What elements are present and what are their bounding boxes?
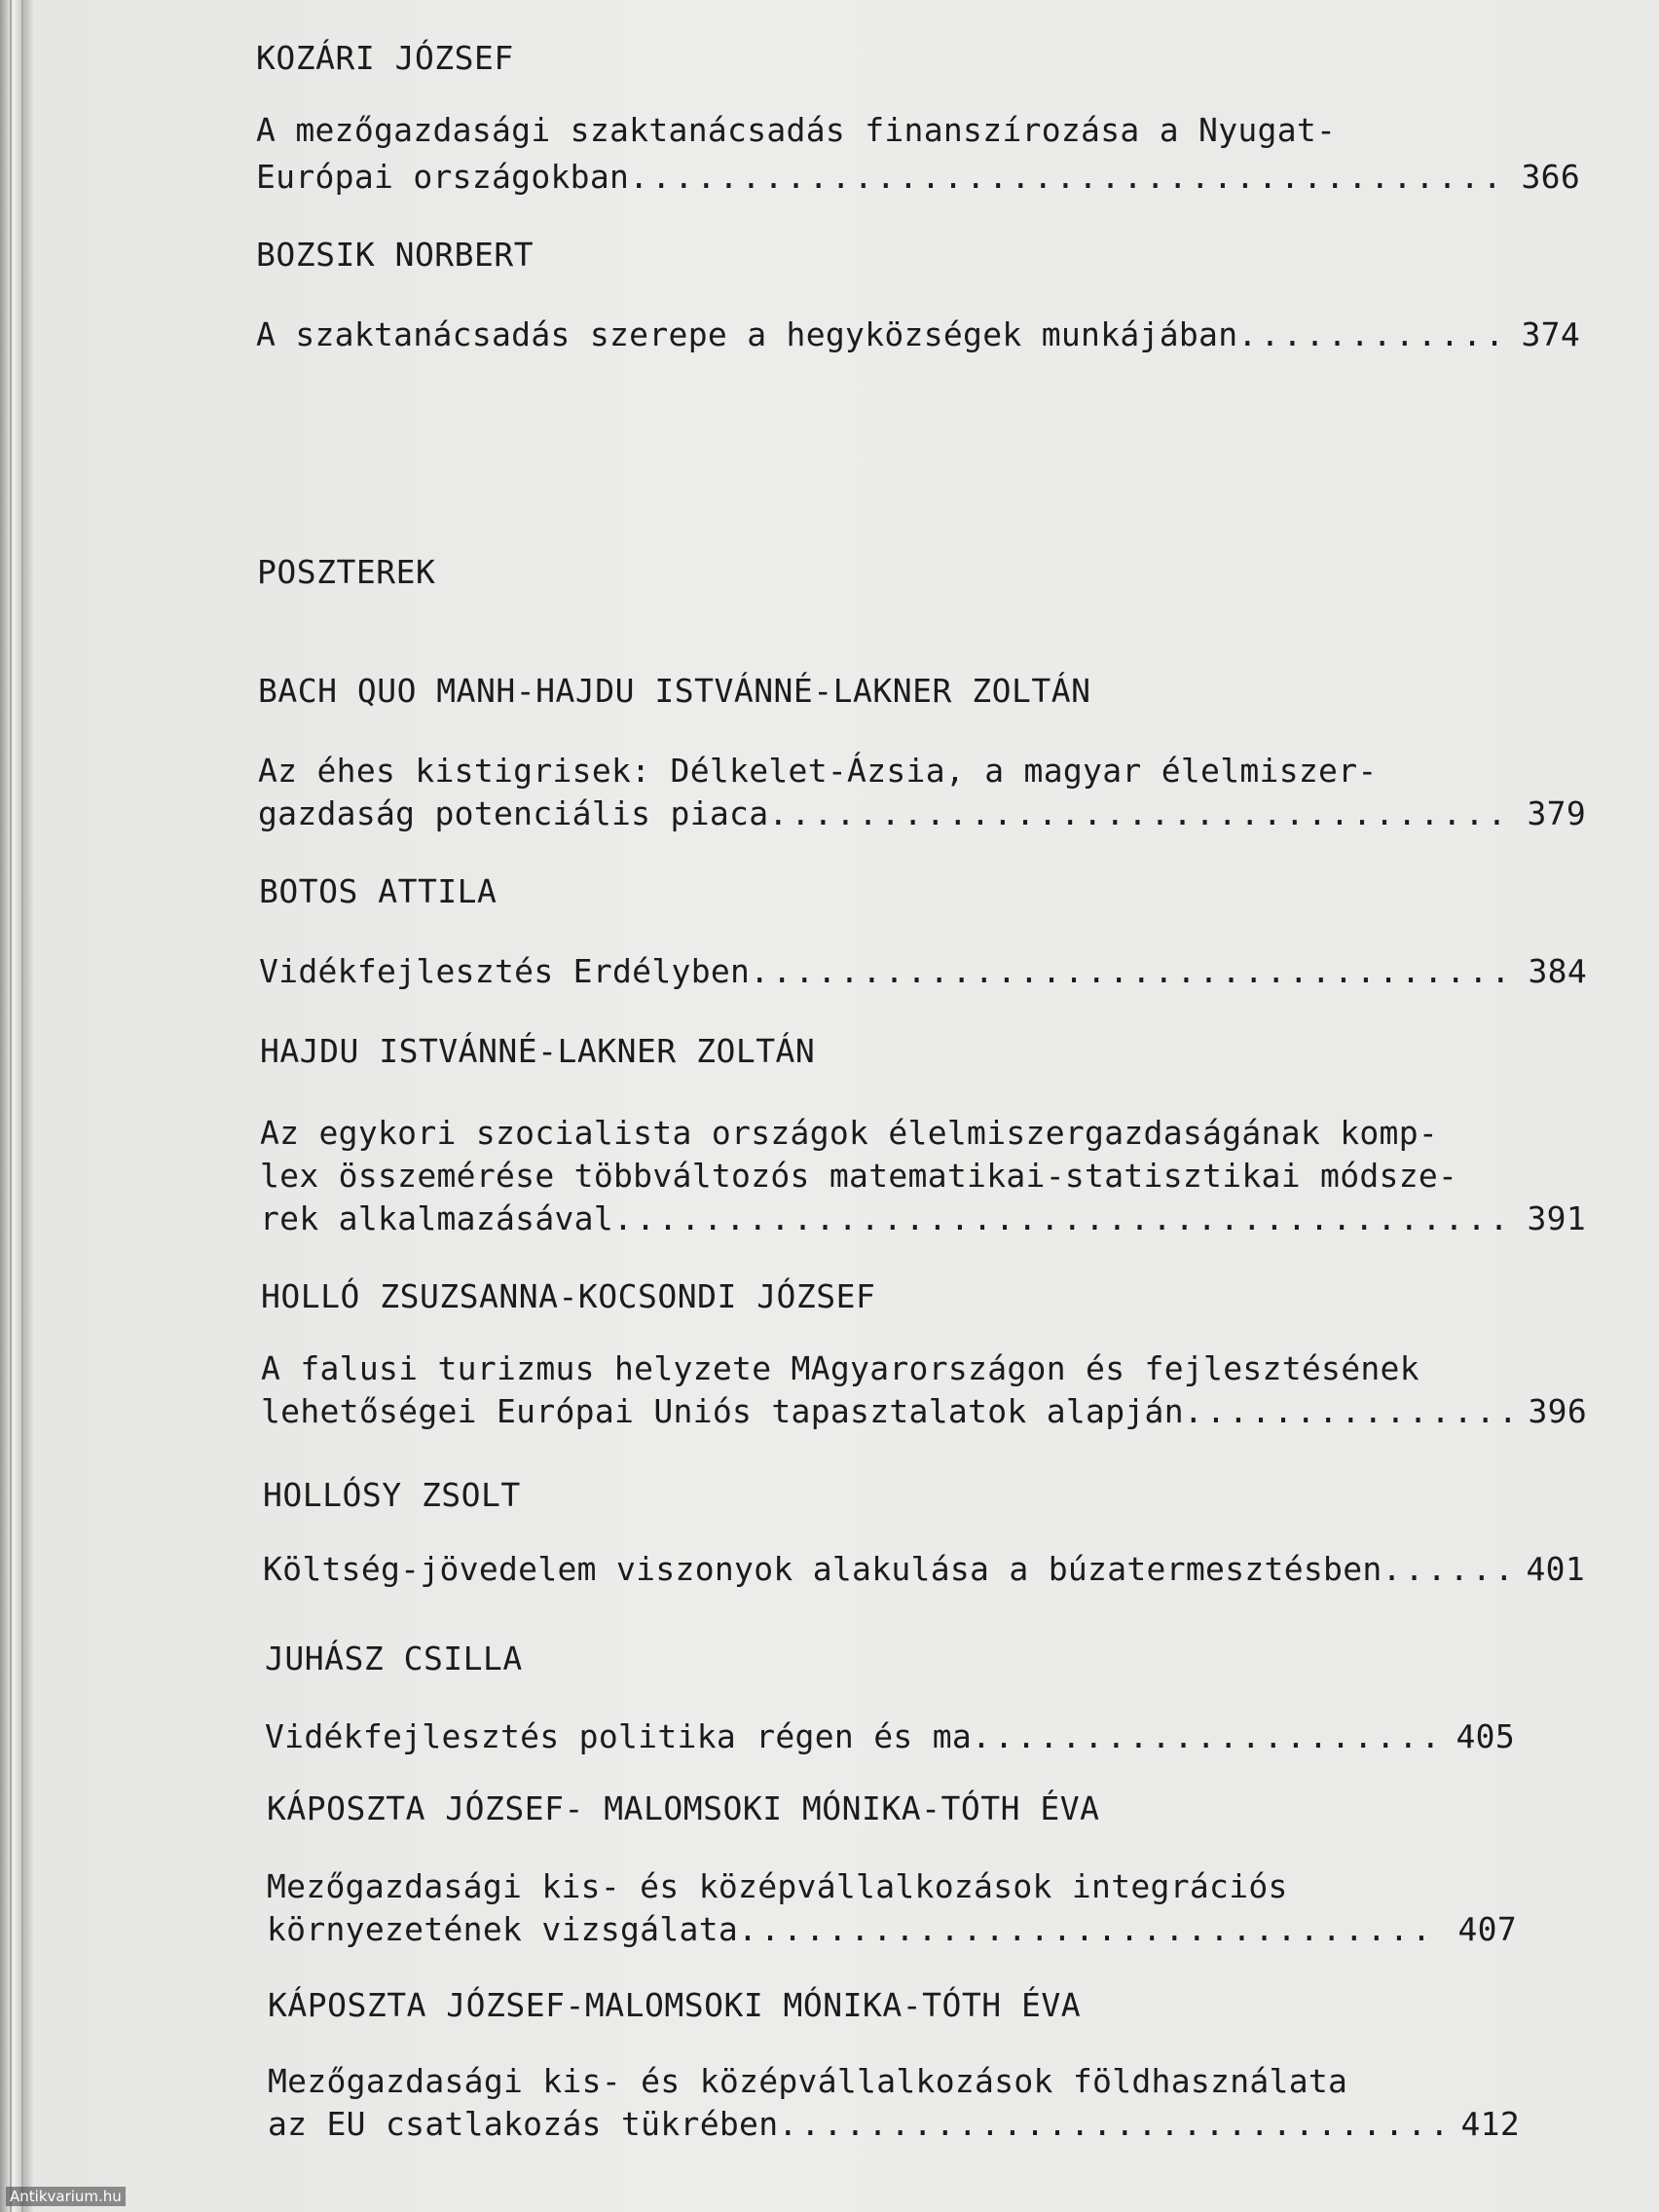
entry-author: KÁPOSZTA JÓZSEF-MALOMSOKI MÓNIKA-TÓTH ÉVA: [268, 1986, 1082, 2024]
page-edge: [0, 0, 33, 2212]
entry-title-line: gazdaság potenciális piaca: [258, 794, 769, 832]
entry-title-line: Vidékfejlesztés politika régen és ma: [265, 1717, 973, 1755]
entry-author: HOLLÓ ZSUZSANNA-KOCSONDI JÓZSEF: [261, 1277, 876, 1315]
dot-leader: [778, 2103, 1443, 2146]
page-number: 401: [1526, 1550, 1585, 1588]
dot-leader: [629, 156, 1503, 199]
entry-title-line: az EU csatlakozás tükrében: [268, 2105, 779, 2143]
entry-title-row: [261, 1390, 1587, 1433]
entry-title-line: környezetének vizsgálata: [267, 1910, 739, 1948]
entry-title-line: A szaktanácsadás szerepe a hegyközségek munkájában: [256, 315, 1238, 353]
document-page: [33, 0, 1659, 2212]
dot-leader: [738, 1908, 1440, 1951]
section-heading: POSZTEREK: [257, 553, 436, 591]
page-edge-line: [10, 0, 12, 2212]
entry-title-row: [256, 156, 1580, 199]
entry-author: BACH QUO MANH-HAJDU ISTVÁNNÉ-LAKNER ZOLTÁN: [258, 672, 1091, 710]
entry-title-line: A falusi turizmus helyzete MAgyarországon és fejlesztésének: [261, 1349, 1419, 1387]
dot-leader: [1237, 313, 1503, 356]
entry-title-row: [263, 1548, 1585, 1591]
dot-leader: [972, 1715, 1438, 1758]
page-number: 384: [1528, 952, 1587, 990]
page-number: 407: [1457, 1910, 1517, 1948]
dot-leader: [1184, 1390, 1511, 1433]
watermark: Antikvarium.hu: [6, 2187, 126, 2206]
entry-author: KÁPOSZTA JÓZSEF- MALOMSOKI MÓNIKA-TÓTH ÉVA: [267, 1789, 1100, 1827]
entry-title-line: Vidékfejlesztés Erdélyben: [259, 952, 751, 990]
entry-author: BOTOS ATTILA: [259, 872, 498, 910]
entry-author: JUHÁSZ CSILLA: [265, 1640, 523, 1677]
entry-title-row: [258, 793, 1586, 835]
dot-leader: [750, 950, 1510, 993]
page-number: 379: [1527, 794, 1586, 832]
entry-title-line: lex összemérése többváltozós matematikai-statisztikai módsze-: [260, 1157, 1458, 1195]
entry-title-row: [268, 2103, 1520, 2146]
entry-title-row: [256, 313, 1580, 356]
page-number: 391: [1527, 1199, 1586, 1237]
entry-title-line: Költség-jövedelem viszonyok alakulása a búzatermesztésben: [263, 1550, 1382, 1588]
entry-title-line: Az egykori szocialista országok élelmiszergazdaságának komp-: [260, 1114, 1439, 1152]
entry-author: KOZÁRI JÓZSEF: [256, 39, 514, 77]
entry-author: BOZSIK NORBERT: [256, 236, 535, 274]
entry-title-line: Az éhes kistigrisek: Délkelet-Ázsia, a magyar élelmiszer-: [258, 752, 1378, 790]
dot-leader: [768, 793, 1509, 835]
entry-title-row: [260, 1198, 1586, 1240]
dot-leader: [1382, 1548, 1509, 1591]
page-number: 396: [1528, 1392, 1587, 1430]
entry-title-row: [259, 950, 1587, 993]
entry-title-row: [265, 1715, 1515, 1758]
entry-title-row: [267, 1908, 1517, 1951]
entry-title-line: Mezőgazdasági kis- és középvállalkozások integrációs: [267, 1867, 1288, 1905]
entry-title-line: lehetőségei Európai Uniós tapasztalatok alapján: [261, 1392, 1184, 1430]
page-number: 366: [1521, 158, 1580, 196]
entry-title-line: Európai országokban: [256, 158, 630, 196]
page-number: 405: [1456, 1717, 1515, 1755]
entry-title-line: Mezőgazdasági kis- és középvállalkozások földhasználata: [268, 2062, 1348, 2100]
entry-title-line: A mezőgazdasági szaktanácsadás finanszírozása a Nyugat-: [256, 111, 1337, 149]
page-number: 412: [1460, 2105, 1520, 2143]
entry-author: HOLLÓSY ZSOLT: [263, 1476, 521, 1514]
entry-author: HAJDU ISTVÁNNÉ-LAKNER ZOLTÁN: [260, 1032, 816, 1070]
page-edge-line: [21, 0, 23, 2212]
page-number: 374: [1521, 315, 1580, 353]
dot-leader: [613, 1198, 1509, 1240]
entry-title-line: rek alkalmazásával: [260, 1199, 614, 1237]
